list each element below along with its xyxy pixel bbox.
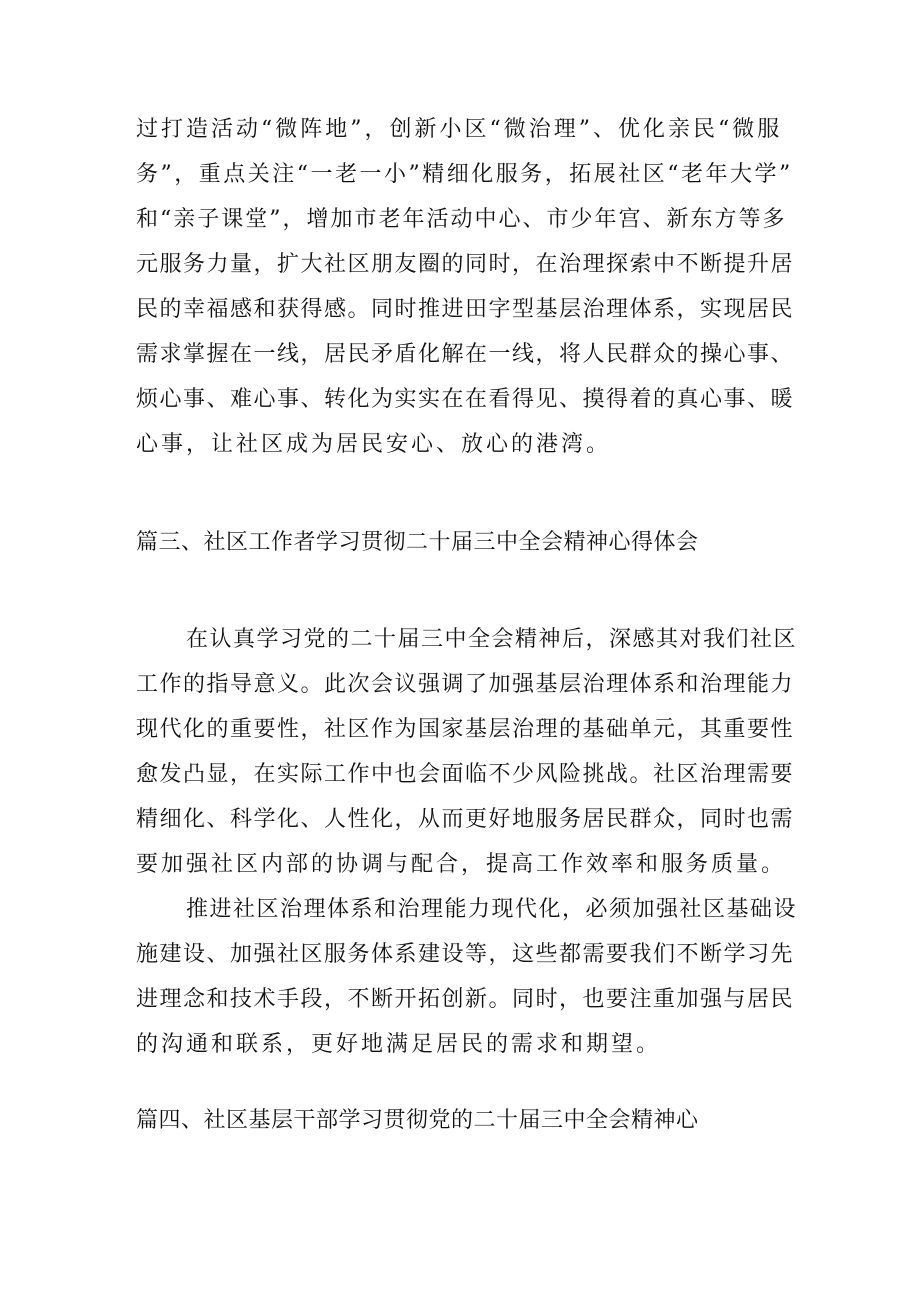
text-line: 愈发凸显，在实际工作中也会面临不少风险挑战。社区治理需要 xyxy=(136,762,795,787)
text-line: 工作的指导意义。此次会议强调了加强基层治理体系和治理能力 xyxy=(136,672,795,697)
text-line: 务”，重点关注“一老一小”精细化服务，拓展社区“老年大学” xyxy=(136,162,793,187)
section-four-heading: 篇四、社区基层干部学习贯彻党的二十届三中全会精神心 xyxy=(136,1108,699,1133)
text-line: 元服务力量，扩大社区朋友圈的同时，在治理探索中不断提升居 xyxy=(136,252,795,277)
text-line: 要加强社区内部的协调与配合，提高工作效率和服务质量。 xyxy=(136,852,787,877)
text-line: 民的幸福感和获得感。同时推进田字型基层治理体系，实现居民 xyxy=(136,297,795,322)
text-line: 推进社区治理体系和治理能力现代化，必须加强社区基础设 xyxy=(186,897,798,922)
text-line: 现代化的重要性，社区作为国家基层治理的基础单元，其重要性 xyxy=(136,717,795,742)
text-line: 过打造活动“微阵地”，创新小区“微治理”、优化亲民“微服 xyxy=(136,117,783,142)
text-line: 心事，让社区成为居民安心、放心的港湾。 xyxy=(136,432,612,457)
text-line: 需求掌握在一线，居民矛盾化解在一线，将人民群众的操心事、 xyxy=(136,342,795,367)
text-line: 在认真学习党的二十届三中全会精神后，深感其对我们社区 xyxy=(186,627,798,652)
text-line: 的沟通和联系，更好地满足居民的需求和期望。 xyxy=(136,1032,662,1057)
text-line: 施建设、加强社区服务体系建设等，这些都需要我们不断学习先 xyxy=(136,942,795,967)
section-three-heading: 篇三、社区工作者学习贯彻二十届三中全会精神心得体会 xyxy=(136,530,699,555)
text-line: 和“亲子课堂”，增加市老年活动中心、市少年宫、新东方等多 xyxy=(136,207,787,232)
text-line: 精细化、科学化、人性化，从而更好地服务居民群众，同时也需 xyxy=(136,807,795,832)
text-line: 进理念和技术手段，不断开拓创新。同时，也要注重加强与居民 xyxy=(136,987,795,1012)
text-line: 烦心事、难心事、转化为实实在在看得见、摸得着的真心事、暖 xyxy=(136,387,795,412)
